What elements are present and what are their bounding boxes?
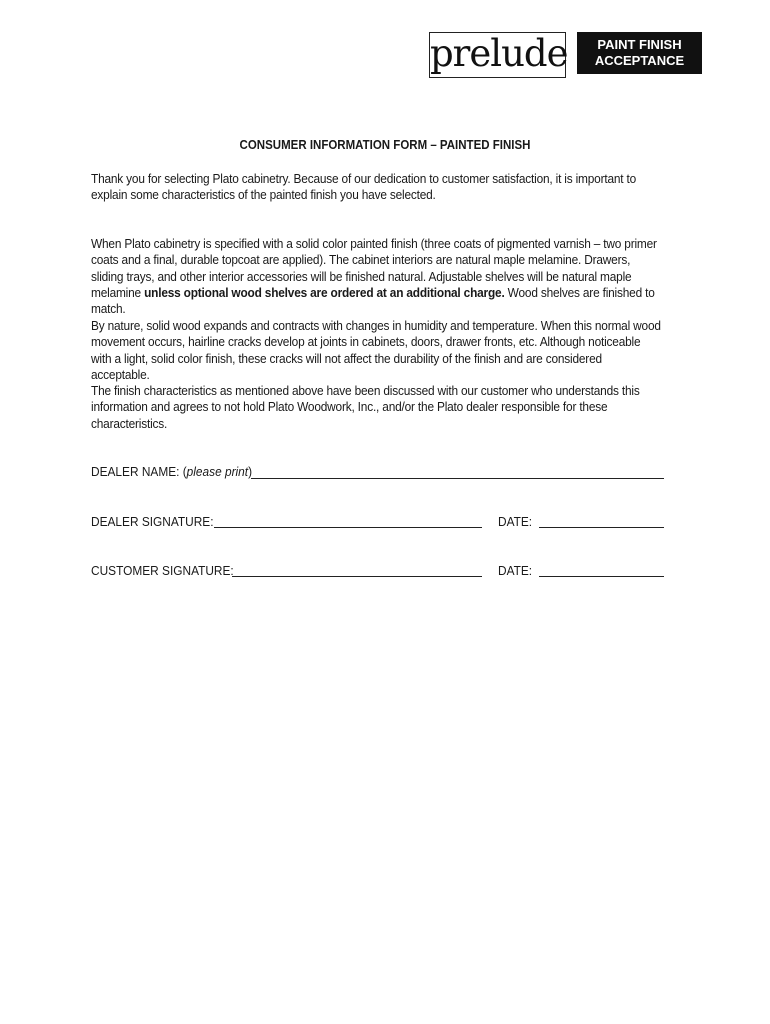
dealer-name-field[interactable] (251, 478, 664, 479)
paint-finish-acceptance-badge (577, 32, 702, 74)
wood-movement-paragraph: By nature, solid wood expands and contracts with changes in humidity and temperature. When this normal wood movement occurs, hairline cracks develop at joints in cabinets, doors, drawer fronts, etc. Although noticeable with a light, solid color finish, these cracks will not affect the durability of the finish and are considered acceptable. (91, 319, 661, 382)
dealer-date-label: DATE: (498, 515, 533, 529)
customer-signature-label: CUSTOMER SIGNATURE: (91, 564, 234, 578)
optional-shelves-notice: unless optional wood shelves are ordered at an additional charge. (144, 285, 505, 300)
dealer-name-hint: please print (186, 465, 249, 479)
intro-paragraph: Thank you for selecting Plato cabinetry. Because of our dedication to customer satisfaction, it is important to explain some characteristics of the painted finish you have selected. (91, 172, 637, 203)
badge-line-2: ACCEPTANCE (594, 53, 685, 68)
finish-description-paragraph (91, 236, 661, 317)
dealer-signature-field[interactable] (214, 527, 482, 528)
customer-date-label: DATE: (498, 564, 533, 578)
finish-description-end: Wood shelves are finished to match. (91, 285, 655, 317)
dealer-date-field[interactable] (539, 527, 664, 528)
dealer-signature-label: DEALER SIGNATURE: (91, 515, 214, 529)
prelude-logo (429, 32, 566, 78)
logo-text: prelude (430, 32, 568, 75)
customer-signature-field[interactable] (232, 576, 482, 577)
customer-date-field[interactable] (539, 576, 664, 577)
badge-line-1: PAINT FINISH (597, 37, 682, 52)
finish-description-text: When Plato cabinetry is specified with a solid color painted finish (three coats of pigmented varnish – two primer coats and a final, durable topcoat are applied). The cabinet interiors are natural maple melamine. Drawers, sliding trays, and other interior accessories will be finished natural. Adjustable shelves will be natural maple melamine (91, 237, 657, 300)
form-title: CONSUMER INFORMATION FORM – PAINTED FINISH (239, 138, 531, 152)
dealer-name-label-text: DEALER NAME: ( (91, 465, 187, 479)
agreement-paragraph: The finish characteristics as mentioned above have been discussed with our customer who understands this information and agrees to not hold Plato Woodwork, Inc., and/or the Plato dealer responsible for these characteristics. (91, 384, 640, 431)
dealer-name-close: ) (248, 465, 253, 479)
dealer-name-label (91, 465, 252, 479)
